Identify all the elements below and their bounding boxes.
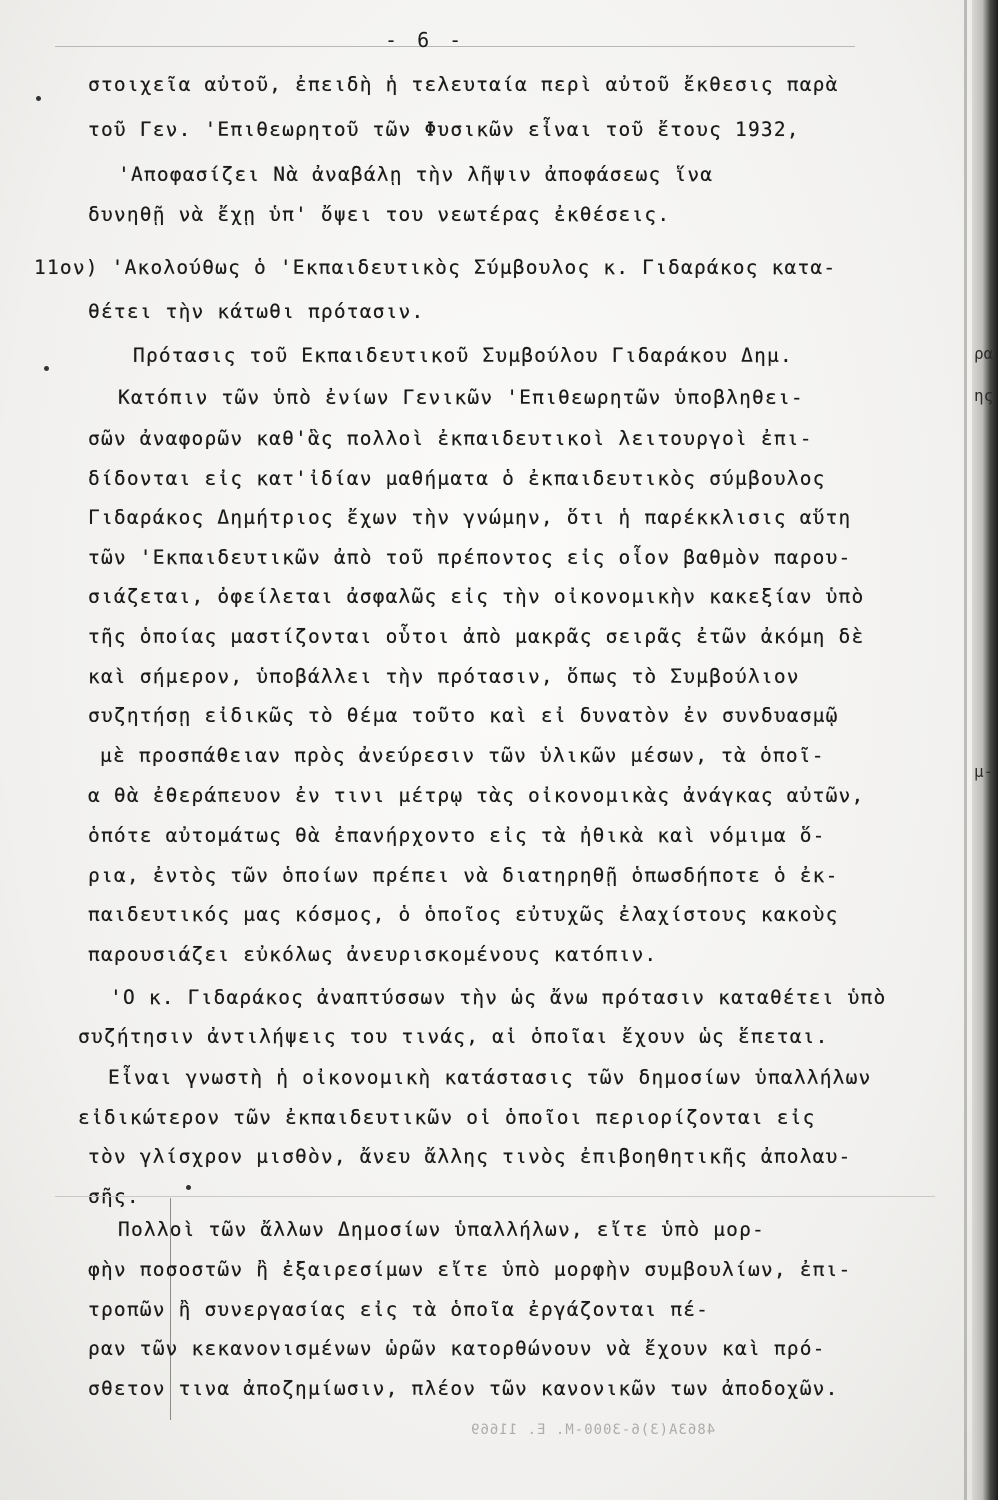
text-line: 'Αποφασίζει Νὰ ἀναβάλῃ τὴν λῆψιν ἀποφάσεως ἵνα: [118, 163, 714, 186]
text-line: παρουσιάζει εὐκόλως ἀνευρισκομένους κατόπιν.: [88, 943, 658, 966]
text-line: 11ον) 'Ακολούθως ὁ 'Εκπαιδευτικὸς Σύμβουλος κ. Γιδαράκος κατα-: [34, 256, 837, 279]
text-line: συζητήσῃ εἰδικῶς τὸ θέμα τοῦτο καὶ εἰ δυνατὸν ἐν συνδυασμῷ: [88, 704, 839, 727]
printer-stamp: 4863A(3)6-3000-M. E. 11669: [470, 1422, 716, 1438]
text-line: σιάζεται, ὀφείλεται ἀσφαλῶς εἰς τὴν οἰκονομικὴν κακεξίαν ὑπὸ: [88, 585, 865, 608]
text-line: δίδονται εἰς κατ'ἰδίαν μαθήματα ὁ ἐκπαιδευτικὸς σύμβουλος: [88, 467, 826, 490]
text-line: ραν τῶν κεκανονισμένων ὡρῶν κατορθώνουν νὰ ἔχουν καὶ πρό-: [88, 1337, 826, 1360]
ink-dot: [44, 366, 49, 371]
text-line: εἰδικώτερον τῶν ἐκπαιδευτικῶν οἱ ὁποῖοι περιορίζονται εἰς: [78, 1106, 816, 1129]
text-line: σῆς.: [88, 1185, 140, 1208]
ink-dot: [36, 96, 41, 101]
scan-edge-shadow: [972, 0, 998, 1500]
text-line: τροπῶν ἢ συνεργασίας εἰς τὰ ὁποῖα ἐργάζονται πέ-: [88, 1298, 710, 1321]
text-line: τὸν γλίσχρον μισθὸν, ἄνευ ἄλλης τινὸς ἐπιβοηθητικῆς ἀπολαυ-: [88, 1145, 852, 1168]
text-line: Πολλοὶ τῶν ἄλλων Δημοσίων ὑπαλλήλων, εἴτε ὑπὸ μορ-: [118, 1218, 765, 1241]
text-line: σθετον τινα ἀποζημίωσιν, πλέον τῶν κανονικῶν των ἀποδοχῶν.: [88, 1377, 839, 1400]
margin-mark: ρα: [974, 344, 994, 363]
text-line: Κατόπιν τῶν ὑπὸ ἐνίων Γενικῶν 'Επιθεωρητῶν ὑποβληθει-: [118, 386, 804, 409]
text-line: ὁπότε αὐτομάτως θὰ ἐπανήρχοντο εἰς τὰ ἠθικὰ καὶ νόμιμα ὅ-: [88, 824, 826, 847]
text-line: α θὰ ἐθεράπευον ἐν τινι μέτρῳ τὰς οἰκονομικὰς ἀνάγκας αὐτῶν,: [88, 784, 865, 807]
margin-mark: ης: [974, 386, 994, 405]
text-line: στοιχεῖα αὐτοῦ, ἐπειδὴ ἡ τελευταία περὶ αὐτοῦ ἔκθεσις παρὰ: [88, 73, 839, 96]
text-line: 'Ο κ. Γιδαράκος ἀναπτύσσων τὴν ὡς ἄνω πρότασιν καταθέτει ὑπὸ: [110, 986, 887, 1009]
paper-crease: [55, 1196, 935, 1197]
text-line: τῶν 'Εκπαιδευτικῶν ἀπὸ τοῦ πρέποντος εἰς οἷον βαθμὸν παρου-: [88, 546, 852, 569]
ink-dot: [186, 1185, 191, 1190]
page-number: - 6 -: [385, 28, 466, 52]
text-line: μὲ προσπάθειαν πρὸς ἀνεύρεσιν τῶν ὑλικῶν μέσων, τὰ ὁποῖ-: [100, 744, 825, 767]
text-line: Γιδαράκος Δημήτριος ἔχων τὴν γνώμην, ὅτι ἡ παρέκκλισις αὕτη: [88, 506, 852, 529]
text-line: δυνηθῇ νὰ ἔχῃ ὑπ' ὄψει του νεωτέρας ἐκθέσεις.: [88, 203, 671, 226]
page-fold-line: [964, 0, 967, 1500]
text-line: Πρότασις τοῦ Εκπαιδευτικοῦ Συμβούλου Γιδαράκου Δημ.: [133, 344, 793, 367]
text-line: τοῦ Γεν. 'Επιθεωρητοῦ τῶν Φυσικῶν εἶναι τοῦ ἔτους 1932,: [88, 118, 800, 141]
text-line: συζήτησιν ἀντιλήψεις του τινάς, αἱ ὁποῖαι ἔχουν ὡς ἕπεται.: [78, 1025, 829, 1048]
text-line: παιδευτικός μας κόσμος, ὁ ὁποῖος εὐτυχῶς ἐλαχίστους κακοὺς: [88, 903, 839, 926]
text-line: τῆς ὁποίας μαστίζονται οὗτοι ἀπὸ μακρᾶς σειρᾶς ἐτῶν ἀκόμη δὲ: [88, 625, 865, 648]
text-line: καὶ σήμερον, ὑποβάλλει τὴν πρότασιν, ὅπως τὸ Συμβούλιον: [88, 665, 800, 688]
text-line: Εἶναι γνωστὴ ἡ οἰκονομικὴ κατάστασις τῶν δημοσίων ὑπαλλήλων: [108, 1066, 872, 1089]
text-line: θέτει τὴν κάτωθι πρότασιν.: [88, 300, 425, 323]
text-line: ρια, ἐντὸς τῶν ὁποίων πρέπει νὰ διατηρηθῇ ὁπωσδήποτε ὁ ἐκ-: [88, 864, 839, 887]
margin-mark: μ-: [974, 762, 994, 781]
text-line: φὴν ποσοστῶν ἢ ἐξαιρεσίμων εἴτε ὑπὸ μορφὴν συμβουλίων, ἐπι-: [88, 1258, 852, 1281]
text-line: σῶν ἀναφορῶν καθ'ἃς πολλοὶ ἐκπαιδευτικοὶ λειτουργοὶ ἐπι-: [88, 427, 813, 450]
